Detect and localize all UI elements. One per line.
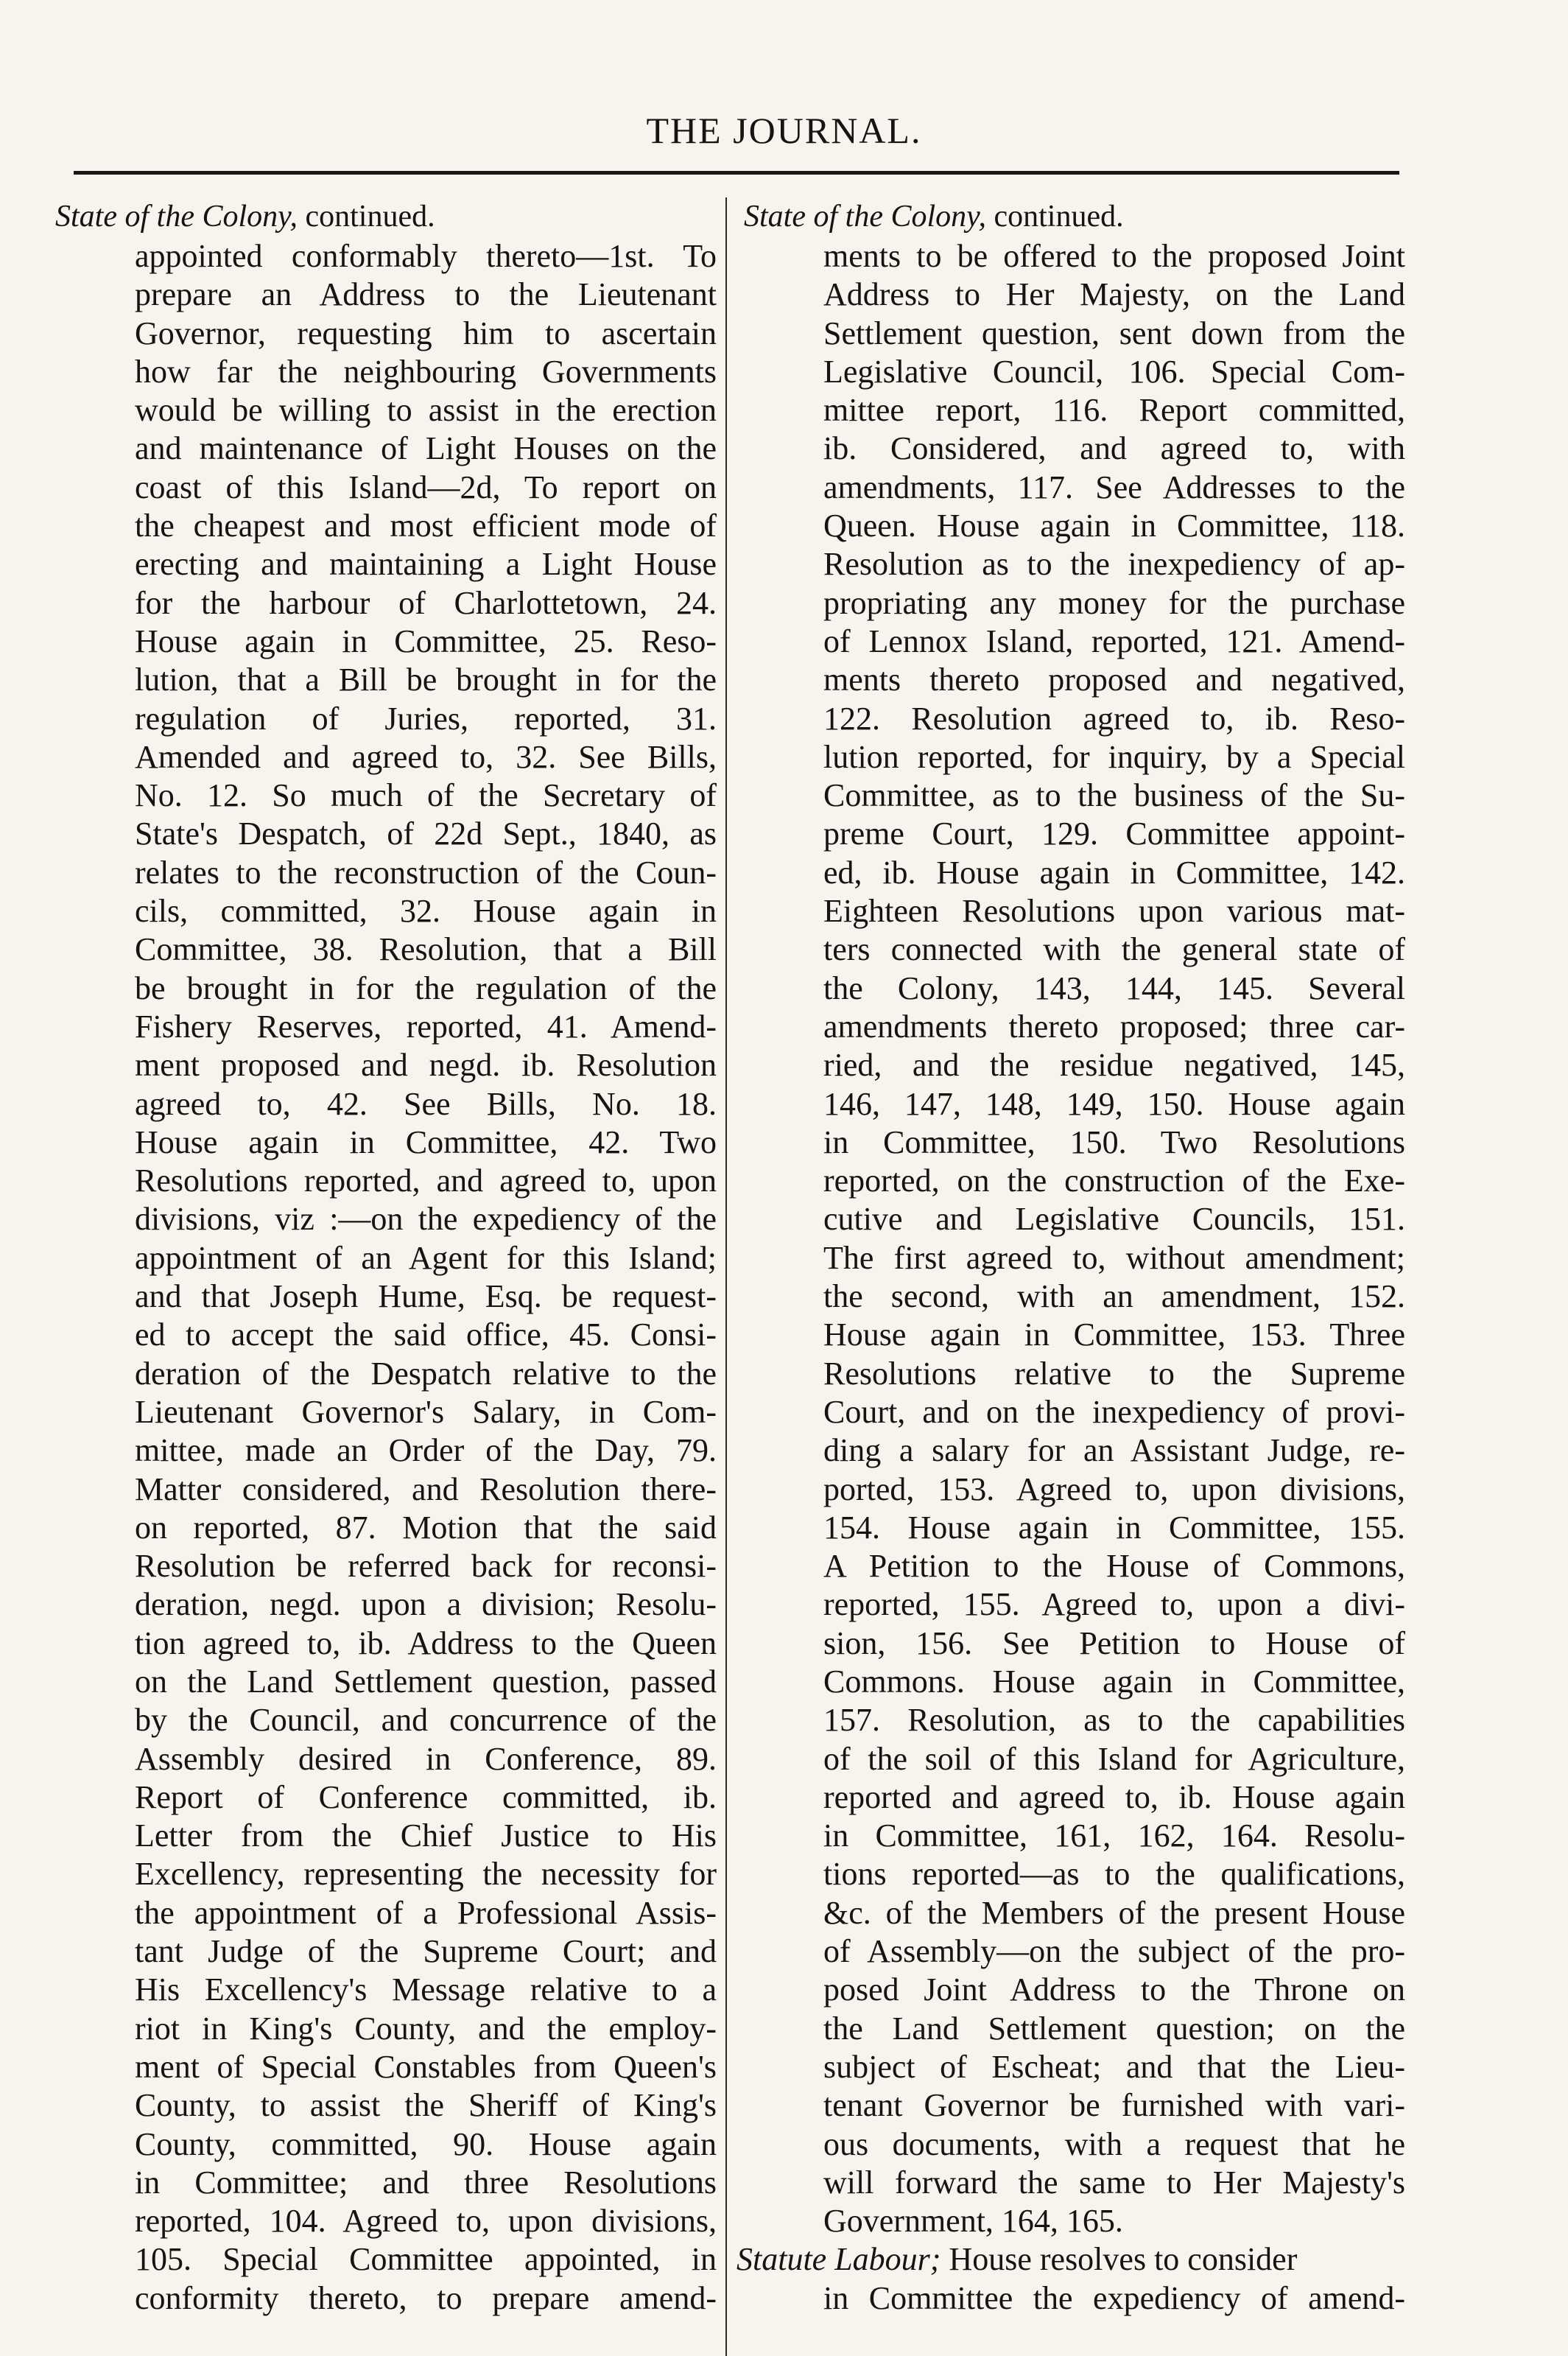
text-line: the second, with an amendment, 152. bbox=[823, 1278, 1405, 1315]
text-line: tenant Governor be furnished with vari- bbox=[823, 2087, 1405, 2124]
text-line: the Colony, 143, 144, 145. Several bbox=[823, 970, 1405, 1006]
text-line: ment of Special Constables from Queen's bbox=[135, 2048, 717, 2085]
right-column bbox=[736, 197, 1405, 2318]
text-line: 122. Resolution agreed to, ib. Reso- bbox=[823, 700, 1405, 737]
statute-labour-entry-heading bbox=[736, 2240, 1392, 2279]
text-line: &c. of the Members of the present House bbox=[823, 1894, 1405, 1931]
text-line: lution, that a Bill be brought in for the bbox=[135, 662, 717, 698]
text-line: Report of Conference committed, ib. bbox=[135, 1778, 717, 1815]
text-line: Resolutions reported, and agreed to, upon bbox=[135, 1163, 717, 1199]
text-line: propriating any money for the purchase bbox=[823, 584, 1405, 621]
text-line: A Petition to the House of Commons, bbox=[823, 1548, 1405, 1585]
text-line: Eighteen Resolutions upon various mat- bbox=[823, 893, 1405, 930]
text-line: appointed conformably thereto—1st. To bbox=[135, 238, 717, 274]
text-line: ments thereto proposed and negatived, bbox=[823, 662, 1405, 698]
statute-labour-rest: House resolves to consider bbox=[941, 2241, 1298, 2278]
text-line: reported, 155. Agreed to, upon a divi- bbox=[823, 1586, 1405, 1623]
text-line: Commons. House again in Committee, bbox=[823, 1663, 1405, 1700]
text-line: would be willing to assist in the erection bbox=[135, 392, 717, 429]
text-line: ments to be offered to the proposed Joint bbox=[823, 238, 1405, 274]
text-line: ters connected with the general state of bbox=[823, 931, 1405, 968]
text-line: reported, 104. Agreed to, upon divisions, bbox=[135, 2203, 717, 2240]
text-line: on the Land Settlement question, passed bbox=[135, 1663, 717, 1700]
text-line: for the harbour of Charlottetown, 24. bbox=[135, 584, 717, 621]
text-line: the Land Settlement question; on the bbox=[823, 2010, 1405, 2047]
text-line: cils, committed, 32. House again in bbox=[135, 893, 717, 930]
text-line: Address to Her Majesty, on the Land bbox=[823, 276, 1405, 313]
text-line: and that Joseph Hume, Esq. be request- bbox=[135, 1278, 717, 1315]
text-line: ed to accept the said office, 45. Consi- bbox=[135, 1317, 717, 1353]
text-line: be brought in for the regulation of the bbox=[135, 970, 717, 1006]
text-line: Committee, as to the business of the Su- bbox=[823, 777, 1405, 814]
text-line: prepare an Address to the Lieutenant bbox=[135, 276, 717, 313]
text-line: Matter considered, and Resolution there- bbox=[135, 1470, 717, 1507]
text-line: Resolution as to the inexpediency of ap- bbox=[823, 546, 1405, 583]
text-line: House again in Committee, 42. Two bbox=[135, 1123, 717, 1160]
text-line: ous documents, with a request that he bbox=[823, 2125, 1405, 2162]
text-line: erecting and maintaining a Light House bbox=[135, 546, 717, 583]
text-line: Resolutions relative to the Supreme bbox=[823, 1355, 1405, 1392]
text-line: by the Council, and concurrence of the bbox=[135, 1702, 717, 1739]
text-line: divisions, viz :—on the expediency of the bbox=[135, 1201, 717, 1238]
text-line: Lieutenant Governor's Salary, in Com- bbox=[135, 1393, 717, 1430]
left-column bbox=[55, 197, 717, 2318]
header-rule bbox=[74, 171, 1399, 175]
text-line: deration of the Despatch relative to the bbox=[135, 1355, 717, 1392]
text-line: State's Despatch, of 22d Sept., 1840, as bbox=[135, 816, 717, 852]
text-line: No. 12. So much of the Secretary of bbox=[135, 777, 717, 814]
text-line: of Assembly—on the subject of the pro- bbox=[823, 1933, 1405, 1970]
text-line: Amended and agreed to, 32. See Bills, bbox=[135, 738, 717, 775]
text-line: will forward the same to Her Majesty's bbox=[823, 2164, 1405, 2201]
text-line: Legislative Council, 106. Special Com- bbox=[823, 353, 1405, 390]
running-head-title: THE JOURNAL. bbox=[646, 110, 922, 151]
text-line: 146, 147, 148, 149, 150. House again bbox=[823, 1085, 1405, 1122]
text-line: County, committed, 90. House again bbox=[135, 2125, 717, 2162]
text-line: subject of Escheat; and that the Lieu- bbox=[823, 2048, 1405, 2085]
text-line: in Committee the expediency of amend- bbox=[823, 2279, 1405, 2316]
column-divider bbox=[725, 197, 727, 2356]
text-line: regulation of Juries, reported, 31. bbox=[135, 700, 717, 737]
statute-labour-italic: Statute Labour; bbox=[736, 2241, 941, 2278]
text-line: The first agreed to, without amendment; bbox=[823, 1239, 1405, 1276]
left-column-heading bbox=[55, 197, 703, 236]
text-line: agreed to, 42. See Bills, No. 18. bbox=[135, 1085, 717, 1122]
text-line: Fishery Reserves, reported, 41. Amend- bbox=[135, 1008, 717, 1045]
statute-labour-entry-text bbox=[823, 2279, 1405, 2318]
text-line: in Committee; and three Resolutions bbox=[135, 2164, 717, 2201]
text-line: County, to assist the Sheriff of King's bbox=[135, 2087, 717, 2124]
text-line: Government, 164, 165. bbox=[823, 2203, 1123, 2240]
text-line: Assembly desired in Conference, 89. bbox=[135, 1740, 717, 1777]
text-line: posed Joint Address to the Throne on bbox=[823, 1971, 1405, 2008]
text-line: amendments, 117. See Addresses to the bbox=[823, 469, 1405, 505]
text-line: Excellency, representing the necessity for bbox=[135, 1856, 717, 1893]
text-line: riot in King's County, and the employ- bbox=[135, 2010, 717, 2047]
text-line: tion agreed to, ib. Address to the Queen bbox=[135, 1624, 717, 1661]
text-line: Settlement question, sent down from the bbox=[823, 315, 1405, 351]
text-line: ib. Considered, and agreed to, with bbox=[823, 430, 1405, 467]
text-line: reported and agreed to, ib. House again bbox=[823, 1778, 1405, 1815]
text-line: in Committee, 150. Two Resolutions bbox=[823, 1123, 1405, 1160]
text-line: House again in Committee, 25. Reso- bbox=[135, 623, 717, 659]
text-line: His Excellency's Message relative to a bbox=[135, 1971, 717, 2008]
text-line: ed, ib. House again in Committee, 142. bbox=[823, 854, 1405, 891]
text-line: Queen. House again in Committee, 118. bbox=[823, 508, 1405, 544]
text-line: 157. Resolution, as to the capabilities bbox=[823, 1702, 1405, 1739]
text-line: appointment of an Agent for this Island; bbox=[135, 1239, 717, 1276]
text-line: deration, negd. upon a division; Resolu- bbox=[135, 1586, 717, 1623]
left-column-text bbox=[135, 237, 717, 2318]
text-line: preme Court, 129. Committee appoint- bbox=[823, 816, 1405, 852]
text-line: sion, 156. See Petition to House of bbox=[823, 1624, 1405, 1661]
text-line: of Lennox Island, reported, 121. Amend- bbox=[823, 623, 1405, 659]
text-line: Letter from the Chief Justice to His bbox=[135, 1817, 717, 1854]
text-line: and maintenance of Light Houses on the bbox=[135, 430, 717, 467]
text-line: Governor, requesting him to ascertain bbox=[135, 315, 717, 351]
text-line: the appointment of a Professional Assis- bbox=[135, 1894, 717, 1931]
text-line: mittee report, 116. Report committed, bbox=[823, 392, 1405, 429]
text-line: ment proposed and negd. ib. Resolution bbox=[135, 1047, 717, 1084]
text-line: of the soil of this Island for Agriculture, bbox=[823, 1740, 1405, 1777]
text-line: on reported, 87. Motion that the said bbox=[135, 1509, 717, 1546]
text-line: amendments thereto proposed; three car- bbox=[823, 1008, 1405, 1045]
text-line: conformity thereto, to prepare amend- bbox=[135, 2279, 717, 2316]
text-line: in Committee, 161, 162, 164. Resolu- bbox=[823, 1817, 1405, 1854]
text-line: ding a salary for an Assistant Judge, re- bbox=[823, 1432, 1405, 1469]
right-column-heading bbox=[744, 197, 1392, 236]
text-line: how far the neighbouring Governments bbox=[135, 353, 717, 390]
text-line: Resolution be referred back for reconsi- bbox=[135, 1548, 717, 1585]
text-line: ported, 153. Agreed to, upon divisions, bbox=[823, 1470, 1405, 1507]
text-line: relates to the reconstruction of the Coun- bbox=[135, 854, 717, 891]
text-line: coast of this Island—2d, To report on bbox=[135, 469, 717, 505]
text-line: cutive and Legislative Councils, 151. bbox=[823, 1201, 1405, 1238]
left-heading-italic: State of the Colony, bbox=[55, 200, 298, 234]
text-line: House again in Committee, 153. Three bbox=[823, 1317, 1405, 1353]
right-heading-rest: continued. bbox=[985, 200, 1124, 234]
text-line: Court, and on the inexpediency of provi- bbox=[823, 1393, 1405, 1430]
left-heading-rest: continued. bbox=[297, 200, 435, 234]
text-line: Committee, 38. Resolution, that a Bill bbox=[135, 931, 717, 968]
text-line: 105. Special Committee appointed, in bbox=[135, 2241, 717, 2278]
text-line: lution reported, for inquiry, by a Special bbox=[823, 738, 1405, 775]
text-line: tant Judge of the Supreme Court; and bbox=[135, 1933, 717, 1970]
text-line: the cheapest and most efficient mode of bbox=[135, 508, 717, 544]
right-column-text bbox=[823, 237, 1405, 2240]
text-line: tions reported—as to the qualifications, bbox=[823, 1856, 1405, 1893]
text-line: 154. House again in Committee, 155. bbox=[823, 1509, 1405, 1546]
text-line: ried, and the residue negatived, 145, bbox=[823, 1047, 1405, 1084]
right-heading-italic: State of the Colony, bbox=[744, 200, 986, 234]
text-line: mittee, made an Order of the Day, 79. bbox=[135, 1432, 717, 1469]
text-line: reported, on the construction of the Exe- bbox=[823, 1163, 1405, 1199]
